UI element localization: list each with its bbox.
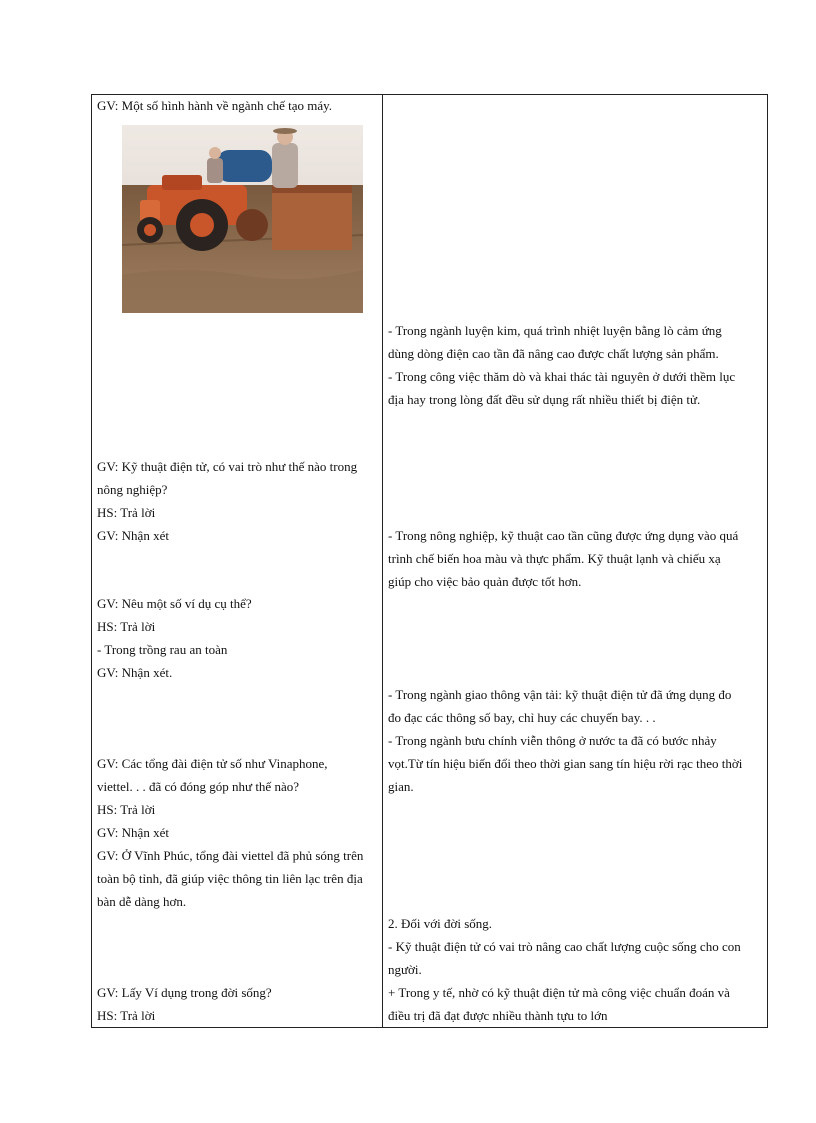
text-line: 2. Đối với đời sống. [388, 916, 493, 931]
text-line: gian. [388, 779, 414, 794]
text-line: HS: Trả lời [97, 1008, 156, 1023]
text-line: - Trong ngành luyện kim, quá trình nhiệt luyện bằng lò cảm ứng [388, 323, 722, 338]
text-line: + Trong y tế, nhờ có kỹ thuật điện tử mà công việc chuẩn đoán và [388, 985, 730, 1000]
text-line: nông nghiệp? [97, 482, 168, 497]
text-line: GV: Lấy Ví dụng trong đời sống? [97, 985, 272, 1000]
text-line: toàn bộ tỉnh, đã giúp việc thông tin liên lạc trên địa [97, 871, 363, 886]
text-line: địa hay trong lòng đất đều sử dụng rất nhiều thiết bị điện tử. [388, 392, 701, 407]
text-line: bàn dễ dàng hơn. [97, 894, 187, 909]
text-line: GV: Kỹ thuật điện tử, có vai trò như thế nào trong [97, 459, 358, 474]
text-line: giúp cho việc bảo quản được tốt hơn. [388, 574, 582, 589]
text-line: - Kỹ thuật điện tử có vai trò nâng cao chất lượng cuộc sống cho con [388, 939, 741, 954]
text-line: GV: Một số hình hành về ngành chế tạo máy. [97, 98, 333, 113]
lesson-table [91, 94, 768, 1028]
column-divider [382, 95, 383, 1027]
text-line: điều trị đã đạt được nhiều thành tựu to lớn [388, 1008, 608, 1023]
text-line: vọt.Từ tín hiệu biến đổi theo thời gian sang tín hiệu rời rạc theo thời [388, 756, 743, 771]
text-line: GV: Ở Vĩnh Phúc, tổng đài viettel đã phủ sóng trên [97, 848, 364, 863]
text-line: dùng dòng điện cao tần đã nâng cao được chất lượng sản phẩm. [388, 346, 719, 361]
text-line: GV: Nhận xét [97, 825, 169, 840]
text-line: HS: Trả lời [97, 802, 156, 817]
text-line: - Trong ngành giao thông vận tải: kỹ thuật điện tử đã ứng dụng đo [388, 687, 732, 702]
text-line: GV: Nhận xét [97, 528, 169, 543]
text-line: HS: Trả lời [97, 505, 156, 520]
text-line: viettel. . . đã có đóng góp như thế nào? [97, 779, 299, 794]
text-line: đo đạc các thông số bay, chỉ huy các chuyến bay. . . [388, 710, 656, 725]
text-line: HS: Trả lời [97, 619, 156, 634]
tractor-photo [122, 125, 363, 313]
text-line: - Trong trồng rau an toàn [97, 642, 228, 657]
text-line: GV: Các tổng đài điện tử số như Vinaphone, [97, 756, 328, 771]
text-line: - Trong công việc thăm dò và khai thác tài nguyên ở dưới thềm lục [388, 369, 736, 384]
text-line: GV: Nhận xét. [97, 665, 173, 680]
text-line: GV: Nêu một số ví dụ cụ thể? [97, 596, 252, 611]
text-line: - Trong ngành bưu chính viễn thông ở nước ta đã có bước nhảy [388, 733, 717, 748]
text-line: người. [388, 962, 422, 977]
text-line: - Trong nông nghiệp, kỹ thuật cao tần cũng được ứng dụng vào quá [388, 528, 739, 543]
text-line: trình chế biến hoa màu và thực phẩm. Kỹ thuật lạnh và chiếu xạ [388, 551, 721, 566]
